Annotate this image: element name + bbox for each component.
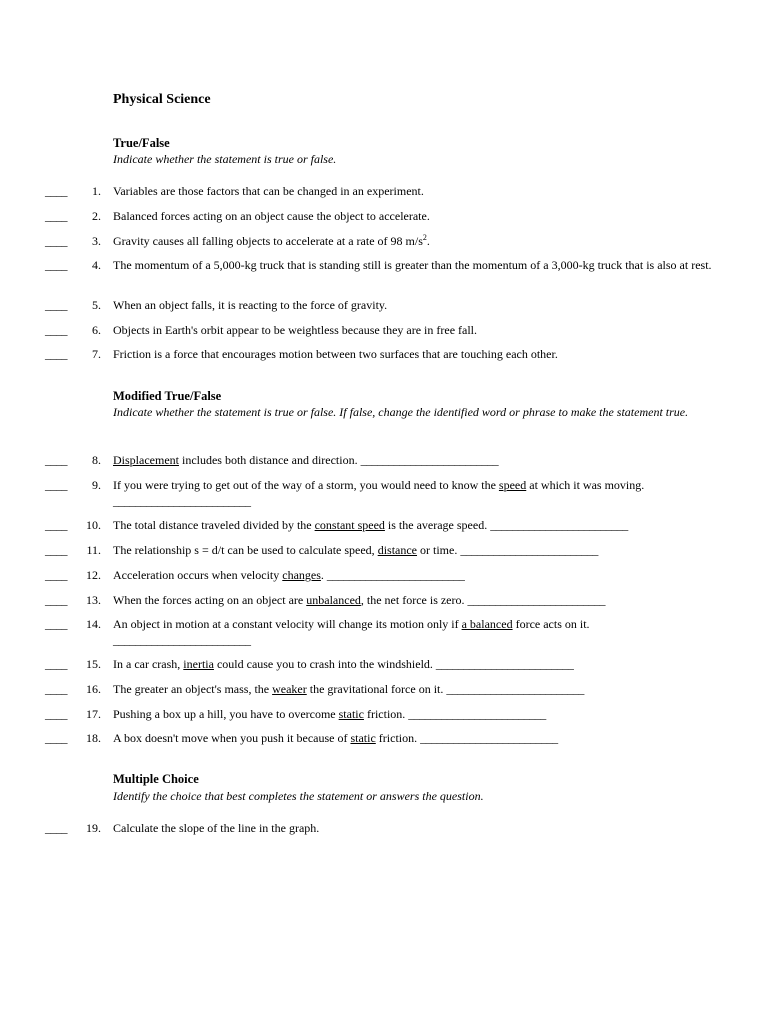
question-number: 19. bbox=[86, 821, 101, 835]
question-number: 10. bbox=[86, 518, 101, 532]
question-number: 13. bbox=[86, 593, 101, 607]
answer-blank[interactable]: ____ bbox=[45, 453, 67, 467]
question-text-pre: If you were trying to get out of the way of a storm, you would need to know the bbox=[113, 478, 499, 492]
identified-word: distance bbox=[377, 543, 418, 557]
answer-blank[interactable]: ____ bbox=[45, 682, 67, 696]
section-instructions-true-false: Indicate whether the statement is true or false. bbox=[113, 152, 337, 166]
question-number: 7. bbox=[92, 347, 101, 361]
identified-word: a balanced bbox=[461, 617, 513, 631]
answer-blank[interactable]: ____ bbox=[45, 258, 67, 272]
question-number: 1. bbox=[92, 184, 101, 198]
question-text bbox=[113, 452, 725, 468]
identified-word: unbalanced bbox=[306, 593, 361, 607]
correction-line[interactable]: _________________________ bbox=[408, 707, 546, 721]
correction-line[interactable]: _________________________ bbox=[360, 453, 499, 467]
answer-blank[interactable]: ____ bbox=[45, 347, 67, 361]
section-heading-true-false: True/False bbox=[113, 136, 170, 150]
question-text-post: force acts on it. bbox=[512, 617, 590, 631]
correction-line[interactable]: _________________________ bbox=[113, 494, 251, 508]
question-text bbox=[113, 730, 725, 746]
question-number: 14. bbox=[86, 617, 101, 631]
correction-line[interactable]: _________________________ bbox=[446, 682, 584, 696]
question-number: 18. bbox=[86, 731, 101, 745]
answer-blank[interactable]: ____ bbox=[45, 707, 67, 721]
answer-blank[interactable]: ____ bbox=[45, 617, 67, 631]
correction-line[interactable]: _________________________ bbox=[467, 593, 606, 607]
question-number: 9. bbox=[92, 478, 101, 492]
question-text-pre: When the forces acting on an object are bbox=[113, 593, 307, 607]
question-text bbox=[113, 656, 725, 672]
question-text: Variables are those factors that can be changed in an experiment. bbox=[113, 184, 424, 198]
question-text-post: friction. bbox=[363, 707, 409, 721]
correction-line[interactable]: _________________________ bbox=[326, 568, 465, 582]
question-text-pre: The greater an object's mass, the bbox=[113, 682, 273, 696]
identified-word: inertia bbox=[183, 657, 214, 671]
question-number: 12. bbox=[86, 568, 101, 582]
question-text-post: is the average speed. bbox=[384, 518, 491, 532]
question-text: Balanced forces acting on an object cause the object to accelerate. bbox=[113, 209, 430, 223]
question-text-pre: In a car crash, bbox=[113, 657, 184, 671]
question-text-post: . bbox=[320, 568, 327, 582]
question-number: 15. bbox=[86, 657, 101, 671]
correction-line[interactable]: _________________________ bbox=[113, 633, 251, 647]
answer-blank[interactable]: ____ bbox=[45, 543, 67, 557]
answer-blank[interactable]: ____ bbox=[45, 731, 67, 745]
answer-blank[interactable]: ____ bbox=[45, 298, 67, 312]
section-heading-modified-true-false: Modified True/False bbox=[113, 389, 222, 403]
question-text bbox=[113, 681, 725, 697]
question-text-post: the gravitational force on it. bbox=[306, 682, 447, 696]
question-text: Objects in Earth's orbit appear to be weightless because they are in free fall. bbox=[113, 323, 478, 337]
correction-line[interactable]: _________________________ bbox=[435, 657, 574, 671]
question-text-pre: The relationship s = d/t can be used to calculate speed, bbox=[113, 543, 378, 557]
answer-blank[interactable]: ____ bbox=[45, 821, 67, 835]
section-heading-multiple-choice: Multiple Choice bbox=[113, 772, 199, 786]
question-text bbox=[113, 477, 693, 509]
question-number: 4. bbox=[92, 258, 101, 272]
question-text bbox=[113, 542, 725, 558]
correction-line[interactable]: _________________________ bbox=[490, 518, 628, 532]
section-instructions-modified-true-false: Indicate whether the statement is true or false. If false, change the identified word or phrase to make the statement true. bbox=[113, 405, 689, 419]
answer-blank[interactable]: ____ bbox=[45, 234, 67, 248]
answer-blank[interactable]: ____ bbox=[45, 478, 67, 492]
question-text-end: . bbox=[426, 234, 430, 248]
question-text-pre: Pushing a box up a hill, you have to overcome bbox=[113, 707, 339, 721]
question-text-post: , the net force is zero. bbox=[360, 593, 468, 607]
question-number: 8. bbox=[92, 453, 101, 467]
question-number: 16. bbox=[86, 682, 101, 696]
question-text bbox=[113, 592, 725, 608]
question-text bbox=[113, 616, 673, 648]
question-text-pre: A box doesn't move when you push it because of bbox=[113, 731, 351, 745]
question-text-post: at which it was moving. bbox=[526, 478, 645, 492]
answer-blank[interactable]: ____ bbox=[45, 593, 67, 607]
question-text-post: includes both distance and direction. bbox=[178, 453, 361, 467]
question-text-pre: Acceleration occurs when velocity bbox=[113, 568, 283, 582]
question-text-post: could cause you to crash into the windshield. bbox=[213, 657, 436, 671]
identified-word: weaker bbox=[272, 682, 307, 696]
identified-word: speed bbox=[498, 478, 527, 492]
superscript: 2 bbox=[422, 233, 427, 242]
correction-line[interactable]: _________________________ bbox=[460, 543, 598, 557]
question-text: Calculate the slope of the line in the graph. bbox=[113, 821, 320, 835]
question-number: 11. bbox=[86, 543, 101, 557]
correction-line[interactable]: _________________________ bbox=[420, 731, 558, 745]
identified-word: changes bbox=[282, 568, 321, 582]
answer-blank[interactable]: ____ bbox=[45, 323, 67, 337]
identified-word: constant speed bbox=[314, 518, 385, 532]
question-text-post: or time. bbox=[417, 543, 461, 557]
page-title: Physical Science bbox=[113, 92, 211, 107]
question-number: 3. bbox=[92, 234, 101, 248]
question-text-post: friction. bbox=[375, 731, 421, 745]
identified-word: static bbox=[350, 731, 376, 745]
question-text bbox=[113, 517, 725, 533]
question-text-pre: An object in motion at a constant velocity will change its motion only if bbox=[113, 617, 462, 631]
answer-blank[interactable]: ____ bbox=[45, 209, 67, 223]
question-number: 2. bbox=[92, 209, 101, 223]
answer-blank[interactable]: ____ bbox=[45, 184, 67, 198]
question-text-pre: The total distance traveled divided by the bbox=[113, 518, 315, 532]
question-text-main: Gravity causes all falling objects to accelerate at a rate of 98 m/s bbox=[113, 234, 423, 248]
question-number: 17. bbox=[86, 707, 101, 721]
question-text: The momentum of a 5,000-kg truck that is standing still is greater than the momentum of a 3,000-kg truck that is also at rest. bbox=[113, 258, 712, 272]
answer-blank[interactable]: ____ bbox=[45, 657, 67, 671]
question-text bbox=[113, 233, 725, 249]
question-text: When an object falls, it is reacting to the force of gravity. bbox=[113, 298, 388, 312]
section-instructions-multiple-choice: Identify the choice that best completes the statement or answers the question. bbox=[113, 789, 484, 803]
question-text bbox=[113, 567, 725, 583]
answer-blank[interactable]: ____ bbox=[45, 568, 67, 582]
question-number: 5. bbox=[92, 298, 101, 312]
question-text: Friction is a force that encourages motion between two surfaces that are touching each other. bbox=[113, 347, 558, 361]
identified-word: static bbox=[338, 707, 364, 721]
question-text bbox=[113, 706, 725, 722]
question-number: 6. bbox=[92, 323, 101, 337]
answer-blank[interactable]: ____ bbox=[45, 518, 67, 532]
identified-word: Displacement bbox=[113, 453, 179, 467]
